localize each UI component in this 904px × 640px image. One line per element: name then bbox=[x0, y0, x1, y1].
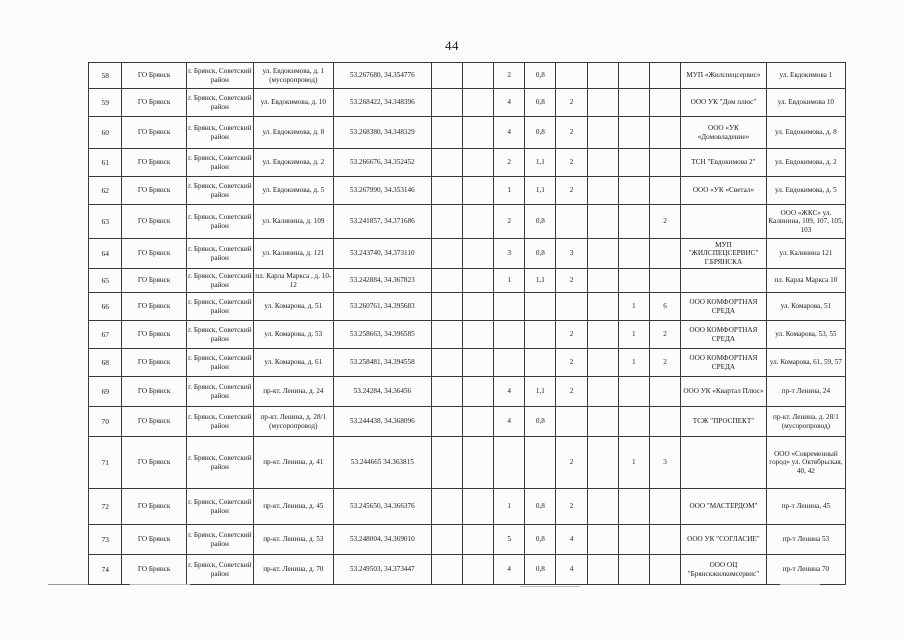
value-cell: 2 bbox=[556, 149, 587, 177]
value-cell: 2 bbox=[556, 117, 587, 149]
value-cell: 1 bbox=[618, 321, 649, 349]
district-cell: г. Брянск, Советский район bbox=[186, 437, 253, 489]
address-cell: ул. Евдокимова, д. 8 bbox=[253, 117, 333, 149]
served-objects-cell: пл. Карла Маркса 10 bbox=[766, 269, 845, 293]
row-number: 66 bbox=[89, 293, 122, 321]
container-count-cell: 2 bbox=[494, 205, 525, 239]
municipality-cell: ГО Брянск bbox=[122, 525, 187, 555]
owner-cell: ООО КОМФОРТНАЯ СРЕДА bbox=[681, 321, 767, 349]
row-number: 69 bbox=[89, 377, 122, 407]
value-cell bbox=[431, 407, 462, 437]
container-volume-cell: 1,1 bbox=[525, 149, 556, 177]
owner-cell bbox=[681, 269, 767, 293]
municipality-cell: ГО Брянск bbox=[122, 377, 187, 407]
value-cell bbox=[431, 349, 462, 377]
value-cell: 1 bbox=[618, 349, 649, 377]
scan-mark bbox=[780, 584, 820, 585]
value-cell: 2 bbox=[649, 205, 680, 239]
value-cell: 4 bbox=[556, 555, 587, 585]
value-cell bbox=[431, 555, 462, 585]
container-volume-cell: 0,8 bbox=[525, 63, 556, 89]
container-volume-cell bbox=[525, 437, 556, 489]
value-cell: 4 bbox=[556, 525, 587, 555]
value-cell bbox=[649, 555, 680, 585]
table-row bbox=[89, 437, 846, 489]
served-objects-cell: ООО «Современный город» ул. Октябрьская, 40, 42 bbox=[766, 437, 845, 489]
served-objects-cell: ул. Евдокимова, д. 5 bbox=[766, 177, 845, 205]
district-cell: г. Брянск, Советский район bbox=[186, 525, 253, 555]
served-objects-cell: пр-кт. Ленина, д. 28/1 (мусоропровод) bbox=[766, 407, 845, 437]
container-volume-cell: 0,8 bbox=[525, 239, 556, 269]
container-count-cell: 2 bbox=[494, 149, 525, 177]
value-cell bbox=[462, 89, 493, 117]
value-cell bbox=[618, 407, 649, 437]
value-cell bbox=[462, 437, 493, 489]
value-cell bbox=[462, 377, 493, 407]
address-cell: пр-кт. Ленина, д. 45 bbox=[253, 489, 333, 525]
container-count-cell: 3 bbox=[494, 239, 525, 269]
value-cell bbox=[431, 149, 462, 177]
value-cell bbox=[649, 407, 680, 437]
table-row bbox=[89, 239, 846, 269]
municipality-cell: ГО Брянск bbox=[122, 555, 187, 585]
address-cell: ул. Комарова, д. 53 bbox=[253, 321, 333, 349]
value-cell bbox=[587, 349, 618, 377]
owner-cell: ООО "МАСТЕРДОМ" bbox=[681, 489, 767, 525]
container-count-cell: 1 bbox=[494, 177, 525, 205]
coordinates-cell: 53.268380, 34.348329 bbox=[333, 117, 431, 149]
value-cell bbox=[618, 117, 649, 149]
value-cell bbox=[556, 293, 587, 321]
address-cell: ул. Комарова, д. 61 bbox=[253, 349, 333, 377]
value-cell: 2 bbox=[649, 321, 680, 349]
municipality-cell: ГО Брянск bbox=[122, 349, 187, 377]
row-number: 71 bbox=[89, 437, 122, 489]
address-cell: ул. Евдокимова, д. 2 bbox=[253, 149, 333, 177]
address-cell: пр-кт. Ленина, д. 28/1 (мусоропровод) bbox=[253, 407, 333, 437]
value-cell bbox=[431, 489, 462, 525]
value-cell bbox=[587, 293, 618, 321]
owner-cell: ООО КОМФОРТНАЯ СРЕДА bbox=[681, 349, 767, 377]
value-cell bbox=[431, 525, 462, 555]
value-cell: 2 bbox=[556, 269, 587, 293]
value-cell bbox=[431, 377, 462, 407]
district-cell: г. Брянск, Советский район bbox=[186, 555, 253, 585]
value-cell bbox=[587, 89, 618, 117]
address-cell: пр-кт. Ленина, д. 70 bbox=[253, 555, 333, 585]
container-count-cell bbox=[494, 349, 525, 377]
value-cell: 2 bbox=[556, 177, 587, 205]
address-cell: пр-кт. Ленина, д. 41 bbox=[253, 437, 333, 489]
value-cell bbox=[431, 63, 462, 89]
value-cell bbox=[649, 149, 680, 177]
municipality-cell: ГО Брянск bbox=[122, 489, 187, 525]
table-row bbox=[89, 293, 846, 321]
container-count-cell: 4 bbox=[494, 555, 525, 585]
value-cell: 2 bbox=[556, 89, 587, 117]
address-cell: ул. Евдокимова, д. 10 bbox=[253, 89, 333, 117]
value-cell bbox=[618, 205, 649, 239]
served-objects-cell: ул. Комарова, 53, 55 bbox=[766, 321, 845, 349]
value-cell: 1 bbox=[618, 293, 649, 321]
container-count-cell bbox=[494, 293, 525, 321]
value-cell bbox=[431, 321, 462, 349]
value-cell: 2 bbox=[556, 489, 587, 525]
container-count-cell: 5 bbox=[494, 525, 525, 555]
value-cell bbox=[587, 149, 618, 177]
owner-cell bbox=[681, 205, 767, 239]
address-cell: ул. Евдокимова, д. 5 bbox=[253, 177, 333, 205]
row-number: 72 bbox=[89, 489, 122, 525]
value-cell: 3 bbox=[649, 437, 680, 489]
value-cell bbox=[587, 63, 618, 89]
value-cell bbox=[587, 489, 618, 525]
served-objects-cell: пр-т Ленина, 24 bbox=[766, 377, 845, 407]
coordinates-cell: 53.244665 34.363815 bbox=[333, 437, 431, 489]
value-cell: 2 bbox=[556, 349, 587, 377]
value-cell bbox=[649, 239, 680, 269]
value-cell bbox=[462, 525, 493, 555]
value-cell bbox=[649, 89, 680, 117]
table-row bbox=[89, 377, 846, 407]
coordinates-cell: 53.267990, 34.353146 bbox=[333, 177, 431, 205]
coordinates-cell: 53.241857, 34.371686 bbox=[333, 205, 431, 239]
value-cell bbox=[618, 239, 649, 269]
value-cell bbox=[431, 293, 462, 321]
value-cell bbox=[556, 407, 587, 437]
owner-cell: ООО КОМФОРТНАЯ СРЕДА bbox=[681, 293, 767, 321]
value-cell bbox=[587, 407, 618, 437]
municipality-cell: ГО Брянск bbox=[122, 437, 187, 489]
municipality-cell: ГО Брянск bbox=[122, 89, 187, 117]
value-cell bbox=[649, 489, 680, 525]
container-volume-cell: 1,1 bbox=[525, 177, 556, 205]
district-cell: г. Брянск, Советский район bbox=[186, 321, 253, 349]
served-objects-cell: ул. Калинина 121 bbox=[766, 239, 845, 269]
row-number: 70 bbox=[89, 407, 122, 437]
owner-cell: ООО «УК «Светал» bbox=[681, 177, 767, 205]
value-cell bbox=[462, 205, 493, 239]
container-volume-cell bbox=[525, 293, 556, 321]
municipality-cell: ГО Брянск bbox=[122, 205, 187, 239]
value-cell bbox=[462, 407, 493, 437]
municipality-cell: ГО Брянск bbox=[122, 293, 187, 321]
container-count-cell: 4 bbox=[494, 89, 525, 117]
container-count-cell: 2 bbox=[494, 63, 525, 89]
coordinates-cell: 53.258663, 34.396585 bbox=[333, 321, 431, 349]
district-cell: г. Брянск, Советский район bbox=[186, 269, 253, 293]
value-cell bbox=[587, 321, 618, 349]
table-row bbox=[89, 269, 846, 293]
value-cell bbox=[462, 321, 493, 349]
value-cell bbox=[618, 377, 649, 407]
owner-cell: ООО УК "СОГЛАСИЕ" bbox=[681, 525, 767, 555]
owner-cell: МУП «Жилспецсервис» bbox=[681, 63, 767, 89]
served-objects-cell: ул. Евдокимова 1 bbox=[766, 63, 845, 89]
value-cell bbox=[618, 555, 649, 585]
district-cell: г. Брянск, Советский район bbox=[186, 349, 253, 377]
municipality-cell: ГО Брянск bbox=[122, 269, 187, 293]
value-cell bbox=[649, 63, 680, 89]
scan-mark bbox=[520, 586, 580, 587]
scan-mark bbox=[130, 584, 190, 585]
served-objects-cell: ООО «ЖКС» ул. Калинина, 109, 107, 105, 103 bbox=[766, 205, 845, 239]
address-cell: пл. Карла Маркса , д. 10-12 bbox=[253, 269, 333, 293]
value-cell bbox=[587, 377, 618, 407]
owner-cell: ООО ОЦ "Брянскжилкомсервис" bbox=[681, 555, 767, 585]
table-row bbox=[89, 177, 846, 205]
served-objects-cell: ул. Евдокимова 10 bbox=[766, 89, 845, 117]
coordinates-cell: 53.248004, 34.369010 bbox=[333, 525, 431, 555]
value-cell bbox=[649, 117, 680, 149]
owner-cell: ООО УК "Дом плюс" bbox=[681, 89, 767, 117]
municipality-cell: ГО Брянск bbox=[122, 63, 187, 89]
registry-rows bbox=[89, 63, 846, 585]
table-row bbox=[89, 489, 846, 525]
district-cell: г. Брянск, Советский район bbox=[186, 117, 253, 149]
value-cell bbox=[587, 177, 618, 205]
owner-cell: ТСН "Евдокимова 2" bbox=[681, 149, 767, 177]
owner-cell: МУП "ЖИЛСПЕЦСЕРВИС" Г.БРЯНСКА bbox=[681, 239, 767, 269]
value-cell bbox=[462, 177, 493, 205]
row-number: 65 bbox=[89, 269, 122, 293]
value-cell bbox=[431, 239, 462, 269]
table-row bbox=[89, 89, 846, 117]
waste-site-registry-table bbox=[88, 62, 846, 585]
owner-cell: ТСЖ "ПРОСПЕКТ" bbox=[681, 407, 767, 437]
page-number: 44 bbox=[445, 38, 459, 53]
coordinates-cell: 53.267680, 34.354776 bbox=[333, 63, 431, 89]
container-volume-cell: 0,8 bbox=[525, 555, 556, 585]
value-cell bbox=[462, 269, 493, 293]
municipality-cell: ГО Брянск bbox=[122, 149, 187, 177]
district-cell: г. Брянск, Советский район bbox=[186, 63, 253, 89]
row-number: 68 bbox=[89, 349, 122, 377]
table-row bbox=[89, 63, 846, 89]
coordinates-cell: 53.242884, 34.367823 bbox=[333, 269, 431, 293]
municipality-cell: ГО Брянск bbox=[122, 239, 187, 269]
value-cell bbox=[587, 269, 618, 293]
value-cell bbox=[431, 205, 462, 239]
district-cell: г. Брянск, Советский район bbox=[186, 177, 253, 205]
container-count-cell: 1 bbox=[494, 489, 525, 525]
district-cell: г. Брянск, Советский район bbox=[186, 293, 253, 321]
value-cell bbox=[587, 437, 618, 489]
table-row bbox=[89, 525, 846, 555]
address-cell: ул. Калинина, д. 109 bbox=[253, 205, 333, 239]
district-cell: г. Брянск, Советский район bbox=[186, 149, 253, 177]
container-volume-cell: 1,1 bbox=[525, 269, 556, 293]
container-count-cell: 4 bbox=[494, 377, 525, 407]
coordinates-cell: 53.245650, 34.366376 bbox=[333, 489, 431, 525]
container-volume-cell: 0,8 bbox=[525, 525, 556, 555]
value-cell bbox=[618, 177, 649, 205]
municipality-cell: ГО Брянск bbox=[122, 321, 187, 349]
row-number: 61 bbox=[89, 149, 122, 177]
value-cell bbox=[431, 437, 462, 489]
coordinates-cell: 53.244438, 34.368096 bbox=[333, 407, 431, 437]
scan-mark bbox=[48, 584, 88, 585]
district-cell: г. Брянск, Советский район bbox=[186, 489, 253, 525]
value-cell bbox=[618, 489, 649, 525]
served-objects-cell: пр-т Ленина 53 bbox=[766, 525, 845, 555]
municipality-cell: ГО Брянск bbox=[122, 177, 187, 205]
value-cell bbox=[618, 149, 649, 177]
value-cell bbox=[556, 63, 587, 89]
value-cell bbox=[462, 239, 493, 269]
value-cell: 6 bbox=[649, 293, 680, 321]
value-cell: 2 bbox=[556, 377, 587, 407]
coordinates-cell: 53.260761, 34.395683 bbox=[333, 293, 431, 321]
coordinates-cell: 53.249503, 34.373447 bbox=[333, 555, 431, 585]
value-cell bbox=[587, 555, 618, 585]
served-objects-cell: ул. Евдокимова, д. 2 bbox=[766, 149, 845, 177]
container-count-cell bbox=[494, 321, 525, 349]
district-cell: г. Брянск, Советский район bbox=[186, 89, 253, 117]
value-cell bbox=[462, 149, 493, 177]
value-cell bbox=[462, 489, 493, 525]
coordinates-cell: 53.266676, 34.352452 bbox=[333, 149, 431, 177]
value-cell: 2 bbox=[556, 437, 587, 489]
address-cell: пр-кт. Ленина, д. 53 bbox=[253, 525, 333, 555]
district-cell: г. Брянск, Советский район bbox=[186, 205, 253, 239]
value-cell bbox=[618, 525, 649, 555]
value-cell bbox=[431, 117, 462, 149]
address-cell: ул. Калинина, д. 121 bbox=[253, 239, 333, 269]
value-cell: 3 bbox=[556, 239, 587, 269]
served-objects-cell: ул. Евдокимова, д. 8 bbox=[766, 117, 845, 149]
value-cell bbox=[431, 177, 462, 205]
row-number: 62 bbox=[89, 177, 122, 205]
value-cell bbox=[462, 117, 493, 149]
value-cell bbox=[618, 89, 649, 117]
container-volume-cell: 1,1 bbox=[525, 377, 556, 407]
table-row bbox=[89, 349, 846, 377]
address-cell: ул. Евдокимова, д. 1 (мусоропровод) bbox=[253, 63, 333, 89]
value-cell bbox=[587, 117, 618, 149]
value-cell bbox=[462, 555, 493, 585]
owner-cell: ООО УК «Квартал Плюс» bbox=[681, 377, 767, 407]
value-cell bbox=[431, 89, 462, 117]
container-volume-cell: 0,8 bbox=[525, 117, 556, 149]
row-number: 59 bbox=[89, 89, 122, 117]
value-cell bbox=[649, 525, 680, 555]
value-cell bbox=[462, 63, 493, 89]
address-cell: ул. Комарова, д. 51 bbox=[253, 293, 333, 321]
container-count-cell: 4 bbox=[494, 117, 525, 149]
table-row bbox=[89, 555, 846, 585]
value-cell bbox=[587, 205, 618, 239]
value-cell bbox=[618, 63, 649, 89]
value-cell: 2 bbox=[556, 321, 587, 349]
container-volume-cell bbox=[525, 349, 556, 377]
value-cell: 2 bbox=[649, 349, 680, 377]
row-number: 64 bbox=[89, 239, 122, 269]
container-count-cell: 4 bbox=[494, 407, 525, 437]
table-row bbox=[89, 407, 846, 437]
container-count-cell bbox=[494, 437, 525, 489]
row-number: 74 bbox=[89, 555, 122, 585]
row-number: 63 bbox=[89, 205, 122, 239]
municipality-cell: ГО Брянск bbox=[122, 407, 187, 437]
district-cell: г. Брянск, Советский район bbox=[186, 239, 253, 269]
container-volume-cell: 0,8 bbox=[525, 89, 556, 117]
container-volume-cell: 0,8 bbox=[525, 489, 556, 525]
value-cell bbox=[556, 205, 587, 239]
address-cell: пр-кт. Ленина, д. 24 bbox=[253, 377, 333, 407]
served-objects-cell: ул. Комарова, 61, 59, 57 bbox=[766, 349, 845, 377]
value-cell bbox=[649, 377, 680, 407]
value-cell bbox=[618, 269, 649, 293]
value-cell: 1 bbox=[618, 437, 649, 489]
value-cell bbox=[649, 177, 680, 205]
district-cell: г. Брянск, Советский район bbox=[186, 377, 253, 407]
table-row bbox=[89, 321, 846, 349]
coordinates-cell: 53.258481, 34.394558 bbox=[333, 349, 431, 377]
row-number: 73 bbox=[89, 525, 122, 555]
coordinates-cell: 53.268422, 34.348396 bbox=[333, 89, 431, 117]
value-cell bbox=[462, 349, 493, 377]
coordinates-cell: 53.24284, 34.36456 bbox=[333, 377, 431, 407]
table-row bbox=[89, 205, 846, 239]
value-cell bbox=[649, 269, 680, 293]
owner-cell bbox=[681, 437, 767, 489]
value-cell bbox=[587, 239, 618, 269]
table-row bbox=[89, 149, 846, 177]
value-cell bbox=[431, 269, 462, 293]
container-count-cell: 1 bbox=[494, 269, 525, 293]
value-cell bbox=[462, 293, 493, 321]
district-cell: г. Брянск, Советский район bbox=[186, 407, 253, 437]
container-volume-cell: 0,8 bbox=[525, 407, 556, 437]
served-objects-cell: ул. Комарова, 51 bbox=[766, 293, 845, 321]
row-number: 58 bbox=[89, 63, 122, 89]
municipality-cell: ГО Брянск bbox=[122, 117, 187, 149]
coordinates-cell: 53.243740, 34.373110 bbox=[333, 239, 431, 269]
container-volume-cell bbox=[525, 321, 556, 349]
table-row bbox=[89, 117, 846, 149]
served-objects-cell: пр-т Ленина 70 bbox=[766, 555, 845, 585]
value-cell bbox=[587, 525, 618, 555]
row-number: 67 bbox=[89, 321, 122, 349]
row-number: 60 bbox=[89, 117, 122, 149]
served-objects-cell: пр-т Ленина, 45 bbox=[766, 489, 845, 525]
owner-cell: ООО «УК «Домовладение» bbox=[681, 117, 767, 149]
container-volume-cell: 0,8 bbox=[525, 205, 556, 239]
